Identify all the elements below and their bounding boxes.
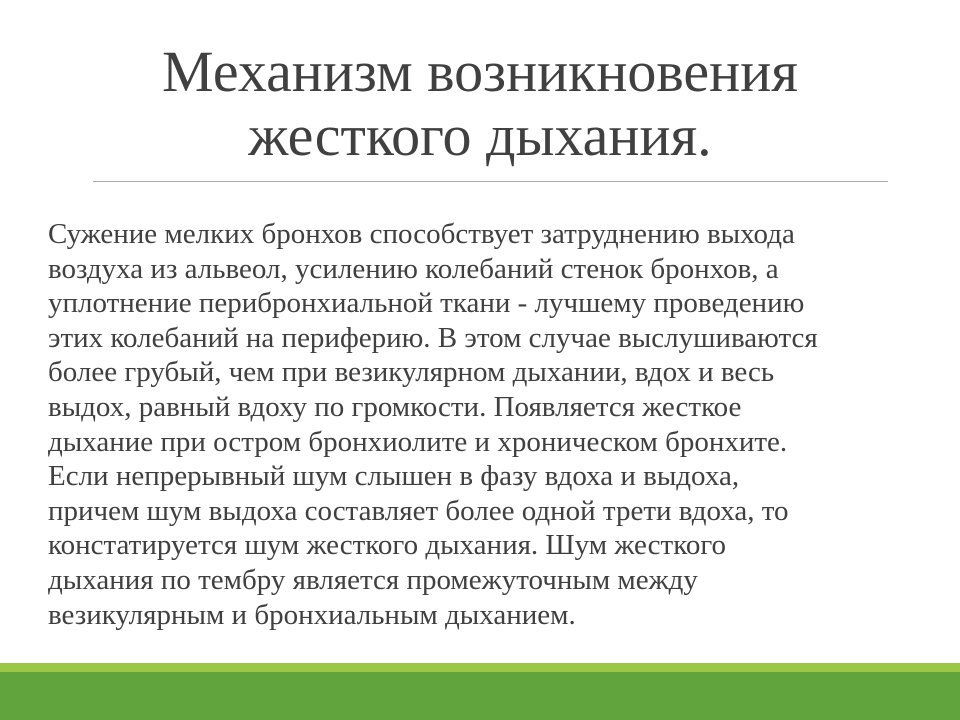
body-text-line: дыхания по тембру является промежуточным между <box>48 563 698 596</box>
body-text-line: воздуха из альвеол, усилению колебаний стенок бронхов, а <box>48 252 779 285</box>
body-text-block <box>48 217 918 632</box>
footer-dark-green-bar <box>0 672 960 720</box>
body-text-line: дыхание при остром бронхиолите и хроническом бронхите. <box>48 425 788 458</box>
footer-light-green-bar <box>0 663 960 672</box>
body-text-line: этих колебаний на периферию. В этом случае выслушиваются <box>48 321 818 354</box>
body-text-line: более грубый, чем при везикулярном дыхании, вдох и весь <box>48 356 775 389</box>
body-text-line: выдох, равный вдоху по громкости. Появляется жесткое <box>48 390 742 423</box>
body-text-line: констатируется шум жесткого дыхания. Шум жесткого <box>48 529 726 562</box>
body-text-line: Сужение мелких бронхов способствует затруднению выхода <box>48 218 795 250</box>
slide-title-line-1: Механизм возникновения <box>162 39 798 104</box>
body-text-line: везикулярным и бронхиальным дыханием. <box>48 598 576 631</box>
title-divider <box>93 181 888 182</box>
body-text-line: причем шум выдоха составляет более одной трети вдоха, то <box>48 494 789 527</box>
slide-title-line-2: жесткого дыхания. <box>248 103 712 168</box>
slide-title <box>0 0 960 168</box>
body-text-line: уплотнение перибронхиальной ткани - лучшему проведению <box>48 287 805 320</box>
body-text-line: Если непрерывный шум слышен в фазу вдоха и выдоха, <box>48 460 740 493</box>
